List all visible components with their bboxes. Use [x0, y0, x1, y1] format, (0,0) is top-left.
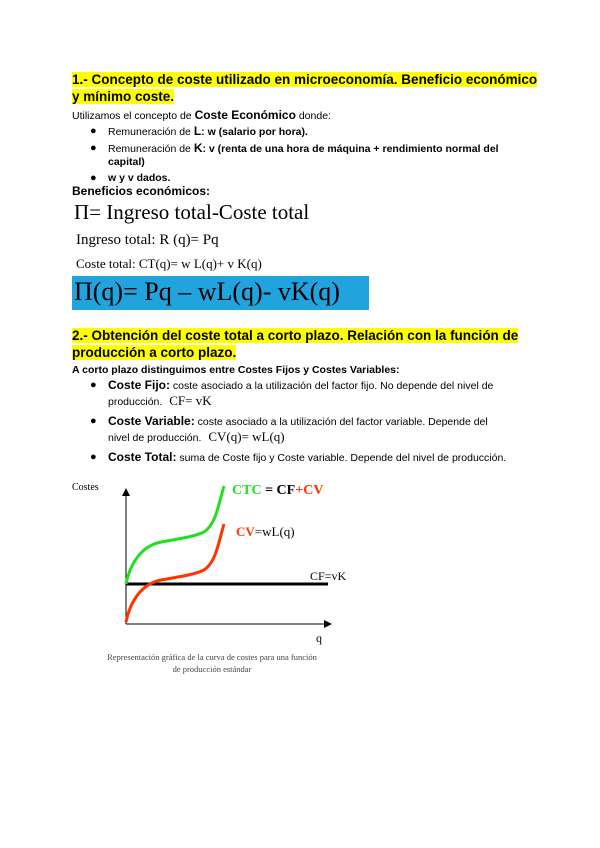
ctc-curve [126, 486, 224, 584]
formula-cv: CV(q)= wL(q) [208, 429, 285, 444]
list-item: ● Remuneración de K: v (renta de una hora de máquina + rendimiento normal del capital) [90, 141, 499, 168]
cf-label-visible: CF=vK [310, 569, 347, 583]
formula-profit: Π= Ingreso total-Coste total [74, 200, 310, 224]
bullet-icon: ● [90, 379, 97, 391]
bullet-icon: ● [90, 451, 97, 463]
list-item: ● Remuneración de L: w (salario por hora). [90, 124, 308, 138]
bullet-icon: ● [90, 142, 97, 154]
section2-heading: 2.- Obtención del coste total a corto plazo. Relación con la función de producción a corto plazo. [72, 328, 519, 360]
section1-bullet-list [90, 124, 548, 185]
bullet-icon: ● [90, 125, 97, 137]
list-item: ● w y v dados. [90, 172, 171, 184]
list-item: ● Coste Variable: coste asociado a la utilización del factor variable. Depende del nivel de producción. CV(q)= wL(q) [90, 414, 488, 444]
formula-revenue: Ingreso total: R (q)= Pq [76, 232, 219, 248]
section2-intro: A corto plazo distinguimos entre Costes Fijos y Costes Variables: [72, 364, 400, 376]
x-axis-label: q [316, 631, 322, 645]
y-axis-label: Costes [72, 482, 99, 493]
benefits-label: Beneficios económicos: [72, 184, 211, 198]
graph-caption-line2: de producción estándar [172, 664, 252, 674]
list-item: ● Coste Fijo: coste asociado a la utilización del factor fijo. No depende del nivel de producción. CF= vK [90, 378, 494, 408]
formula-cf: CF= vK [169, 393, 212, 408]
list-item: ● Coste Total: suma de Coste fijo y Coste variable. Depende del nivel de producción. [90, 450, 507, 464]
formula-main: Π(q)= Pq – wL(q)- vK(q) [74, 277, 340, 306]
section2-bullet-list [90, 378, 548, 465]
section1-intro: Utilizamos el concepto de Coste Económico donde: [72, 108, 331, 122]
cost-curves-graph [66, 474, 366, 682]
ctc-label: CTC = CF+CV [232, 483, 324, 498]
formula-main-band [72, 276, 369, 310]
section1-heading: 1.- Concepto de coste utilizado en microeconomía. Beneficio económico y mínimo coste. [72, 72, 538, 104]
bullet-icon: ● [90, 415, 97, 427]
formula-cost: Coste total: CT(q)= w L(q)+ v K(q) [76, 256, 262, 271]
graph-caption-line1: Representación gráfica de la curva de costes para una función [107, 652, 317, 662]
cv-label: CV=wL(q) [236, 524, 295, 539]
x-axis-arrow [324, 620, 332, 628]
y-axis-arrow [122, 488, 130, 496]
bullet-icon: ● [90, 172, 97, 184]
